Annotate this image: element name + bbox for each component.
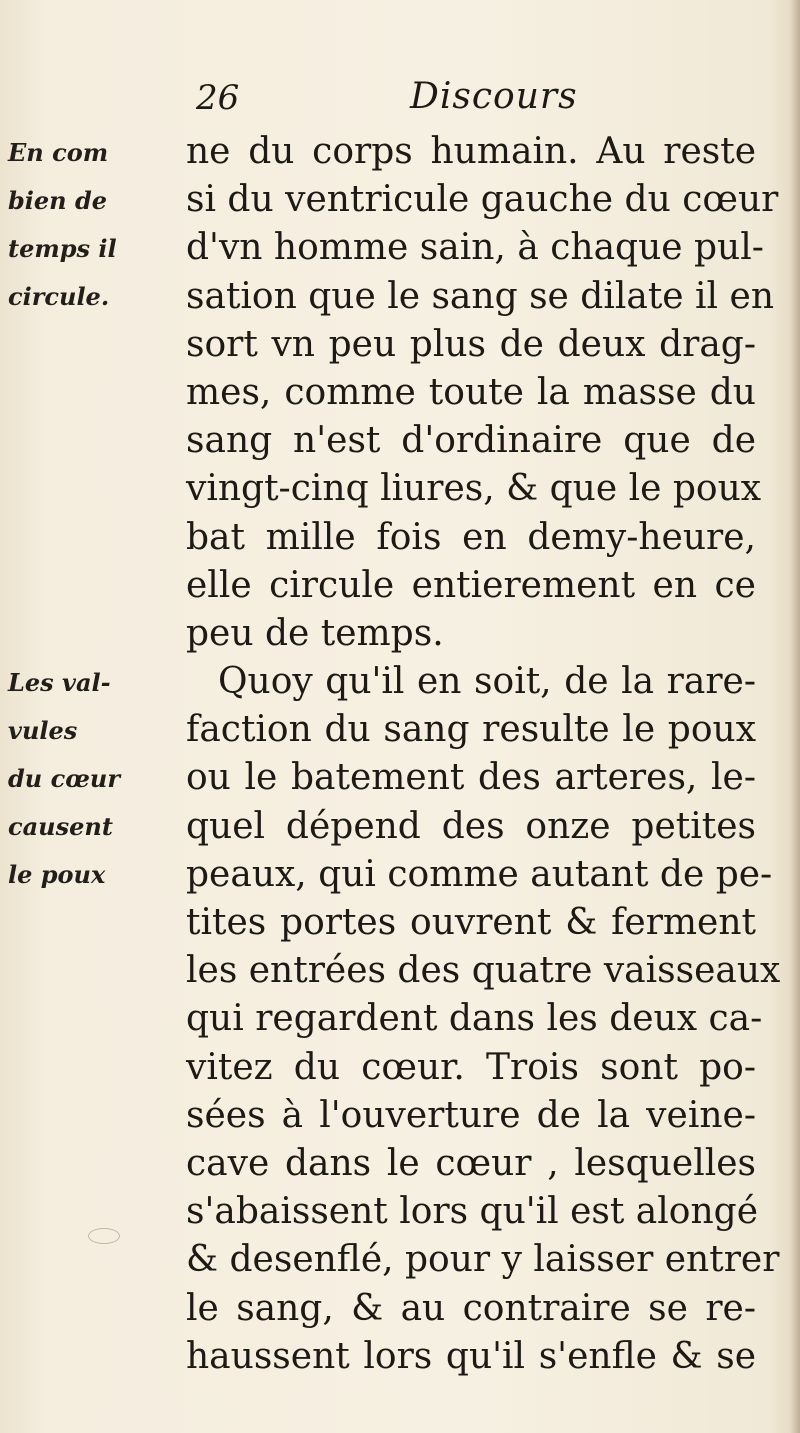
margin-note: bien de (8, 186, 108, 215)
text-line: les entrées des quatre vaisseaux (186, 950, 781, 992)
text-line: quel dépend des onze petites (186, 805, 756, 847)
running-title: Discours (410, 76, 578, 117)
paragraph-first-line: Quoy qu'il en soit, de la rare- (218, 661, 756, 703)
text-line: le sang, & au contraire se re- (186, 1287, 756, 1329)
text-line: mes, comme toute la masse du (186, 371, 756, 413)
text-line: peaux, qui comme autant de pe- (186, 853, 773, 895)
paper-stain (88, 1228, 120, 1244)
text-line: vingt-cinq liures, & que le poux (186, 468, 762, 510)
text-line: elle circule entierement en ce (186, 564, 756, 606)
text-line: haussent lors qu'il s'enfle & se (186, 1335, 756, 1377)
text-line: sort vn peu plus de deux drag- (186, 323, 756, 365)
margin-note: En com (8, 138, 109, 167)
text-line: ou le batement des arteres, le- (186, 757, 756, 799)
text-line: sation que le sang se dilate il en (186, 275, 775, 317)
margin-notes (8, 0, 183, 1433)
text-line: faction du sang resulte le poux (186, 709, 756, 751)
text-line: qui regardent dans les deux ca- (186, 998, 763, 1040)
text-line: s'abaissent lors qu'il est alongé (186, 1191, 758, 1233)
body-text (186, 128, 781, 1381)
text-line: sang n'est d'ordinaire que de (186, 420, 756, 462)
text-line: cave dans le cœur , lesquelles (186, 1142, 756, 1184)
text-line: vitez du cœur. Trois sont po- (186, 1046, 756, 1088)
text-line: tites portes ouvrent & ferment (186, 902, 756, 943)
text-line: peu de temps. (186, 612, 444, 654)
margin-note: le poux (8, 860, 106, 889)
text-line: ne du corps humain. Au reste (186, 131, 756, 172)
margin-note: circule. (8, 282, 110, 311)
text-line: d'vn homme sain, à chaque pul- (186, 227, 764, 269)
margin-note: temps il (8, 234, 117, 263)
margin-note: du cœur (8, 764, 120, 793)
text-line: bat mille fois en demy-heure, (186, 516, 756, 558)
text-line: si du ventricule gauche du cœur (186, 179, 779, 221)
page-number: 26 (196, 78, 240, 118)
page-edge-shadow (790, 0, 800, 1433)
margin-note: Les val- (8, 668, 111, 697)
text-line: & desenflé, pour y laisser entrer (186, 1239, 780, 1281)
margin-note: vules (8, 716, 78, 745)
text-line: sées à l'ouverture de la veine- (186, 1094, 756, 1136)
margin-note: causent (8, 812, 113, 841)
